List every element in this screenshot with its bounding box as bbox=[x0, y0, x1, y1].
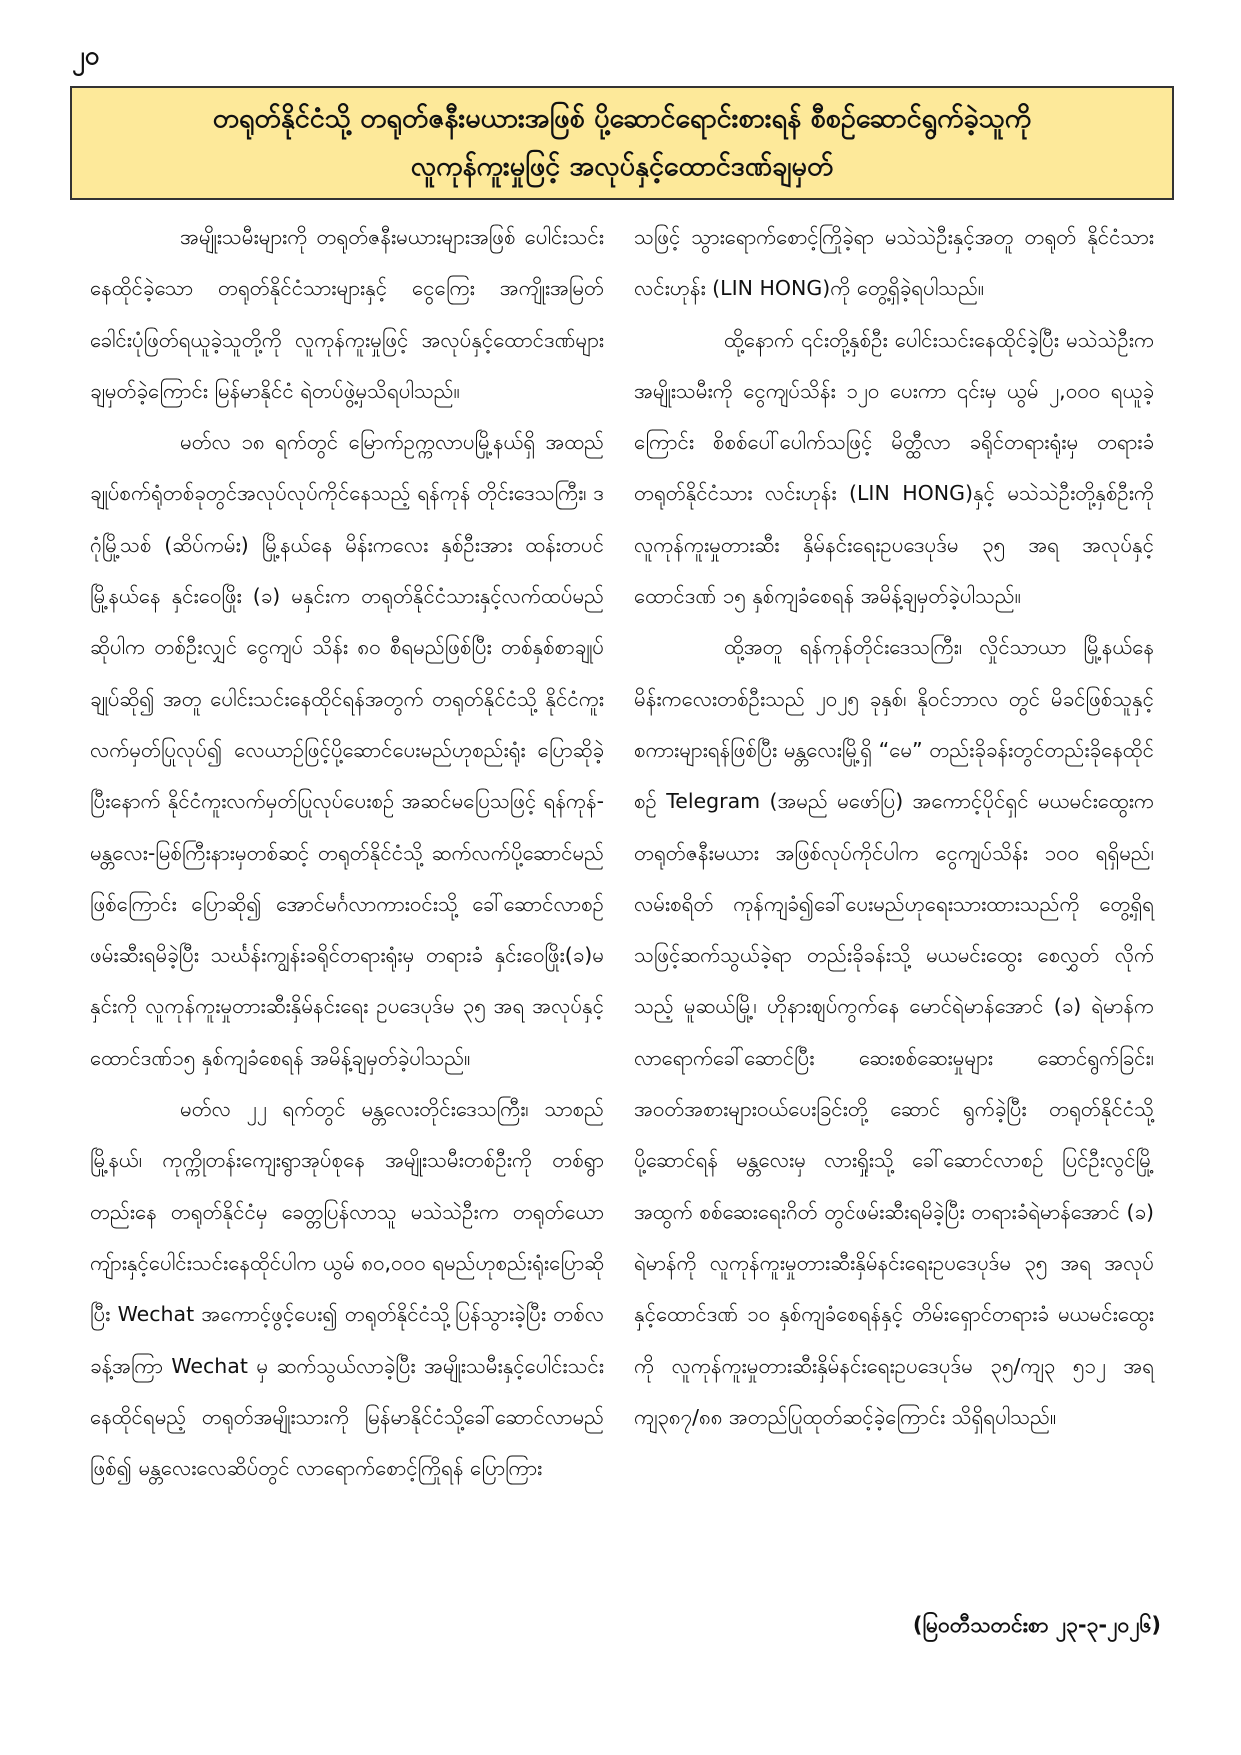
paragraph: ထို့အတူ ရန်ကုန်တိုင်းဒေသကြီး၊ လှိုင်သာယာ မြို့နယ်နေ မိန်းကလေးတစ်ဦးသည် ၂၀၂၅ ခုနှစ်၊ နိုဝင်ဘာလ တွင် မိခင်ဖြစ်သူနှင့် စကားများရန်ဖြစ်ပြီး မန္တလေးမြို့ရှိ “မေ” တည်းခိုခန်းတွင်တည်းခိုနေထိုင်စဉ် Telegram (အမည် မဖော်ပြ) အကောင့်ပိုင်ရှင် မယမင်းထွေးက တရုတ်ဇနီးမယား အဖြစ်လုပ်ကိုင်ပါက ငွေကျပ်သိန်း ၁၀၀ ရရှိမည်၊ လမ်းစရိတ် ကုန်ကျခံ၍ခေါ်ပေးမည်ဟုရေးသားထားသည်ကို တွေ့ရှိရ သဖြင့်ဆက်သွယ်ခဲ့ရာ တည်းခိုခန်းသို့ မယမင်းထွေး စေလွှတ် လိုက်သည့် မူဆယ်မြို့၊ ဟိုနားဈပ်ကွက်နေ မောင်ရဲမာန်အောင် (ခ) ရဲမာန်က လာရောက်ခေါ်ဆောင်ပြီး ဆေးစစ်ဆေးမှုများ ဆောင်ရွက်ခြင်း၊ အဝတ်အစားများဝယ်ပေးခြင်းတို့ ဆောင် ရွက်ခဲ့ပြီး တရုတ်နိုင်ငံသို့ပို့ဆောင်ရန် မန္တလေးမှ လားရှိုးသို့ ခေါ်ဆောင်လာစဉ် ပြင်ဦးလွင်မြို့အထွက် စစ်ဆေးရေးဂိတ် တွင်ဖမ်းဆီးရမိခဲ့ပြီး တရားခံရဲမာန်အောင် (ခ) ရဲမာန်ကို လူကုန်ကူးမှုတားဆီးနှိမ်နင်းရေးဥပဒေပုဒ်မ ၃၅ အရ အလုပ် နှင့်ထောင်ဒဏ် ၁၀ နှစ်ကျခံစေရန်နှင့် တိမ်းရှောင်တရားခံ မယမင်းထွေးကို လူကုန်ကူးမှုတားဆီးနှိမ်နင်းရေးဥပဒေပုဒ်မ ၃၅/ကျ၃ ၅၁၂ အရ ကျ၃၈၇/၈၈ အတည်ပြုထုတ်ဆင့်ခဲ့ကြောင်း သိရှိရပါသည်။ bbox=[634, 635, 1154, 1429]
headline-box bbox=[70, 86, 1174, 200]
left-column bbox=[90, 212, 604, 1494]
paragraph: မတ်လ ၁၈ ရက်တွင် မြောက်ဥက္ကလာပမြို့နယ်ရှိ အထည်ချုပ်စက်ရုံတစ်ခုတွင်အလုပ်လုပ်ကိုင်နေသည့် ရန်ကုန် တိုင်းဒေသကြီး၊ ဒဂုံမြို့သစ် (ဆိပ်ကမ်း) မြို့နယ်နေ မိန်းကလေး နှစ်ဦးအား ထန်းတပင်မြို့နယ်နေ နှင်းဝေဖြိုး (ခ) မနှင်းက တရုတ်နိုင်ငံသားနှင့်လက်ထပ်မည်ဆိုပါက တစ်ဦးလျှင် ငွေကျပ် သိန်း ၈၀ စီရမည်ဖြစ်ပြီး တစ်နှစ်စာချုပ် ချုပ်ဆို၍ အတူ ပေါင်းသင်းနေထိုင်ရန်အတွက် တရုတ်နိုင်ငံသို့ နိုင်ငံကူး လက်မှတ်ပြုလုပ်၍ လေယာဉ်ဖြင့်ပို့ဆောင်ပေးမည်ဟုစည်းရုံး ပြောဆိုခဲ့ပြီးနောက် နိုင်ငံကူးလက်မှတ်ပြုလုပ်ပေးစဉ် အဆင်မပြေသဖြင့် ရန်ကုန်-မန္တလေး-မြစ်ကြီးနားမှတစ်ဆင့် တရုတ်နိုင်ငံသို့ ဆက်လက်ပို့ဆောင်မည်ဖြစ်ကြောင်း ပြောဆို၍ အောင်မင်္ဂလာကားဝင်းသို့ ခေါ်ဆောင်လာစဉ် ဖမ်းဆီးရမိခဲ့ပြီး သင်္ဃန်းကျွန်းခရိုင်တရားရုံးမှ တရားခံ နှင်းဝေဖြိုး(ခ)မနှင်းကို လူကုန်ကူးမှုတားဆီးနှိမ်နင်းရေး ဥပဒေပုဒ်မ ၃၅ အရ အလုပ်နှင့် ထောင်ဒဏ်၁၅ နှစ်ကျခံစေရန် အမိန့်ချမှတ်ခဲ့ပါသည်။ bbox=[90, 430, 604, 1070]
headline-line-1: တရုတ်နိုင်ငံသို့ တရုတ်ဇနီးမယားအဖြစ် ပို့ဆောင်ရောင်းစားရန် စီစဉ်ဆောင်ရွက်ခဲ့သူကို bbox=[212, 103, 1032, 134]
right-column bbox=[634, 212, 1154, 1443]
paragraph: မတ်လ ၂၂ ရက်တွင် မန္တလေးတိုင်းဒေသကြီး၊ သာစည် မြို့နယ်၊ ကုက္ကိုတန်းကျေးရွာအုပ်စုနေ အမျိုးသမီးတစ်ဦးကို တစ်ရွာတည်းနေ တရုတ်နိုင်ငံမှ ခေတ္တပြန်လာသူ မသဲသဲဦးက တရုတ်ယောကျ်ားနှင့်ပေါင်းသင်းနေထိုင်ပါက ယွမ် ၈၀,၀၀၀ ရမည်ဟုစည်းရုံးပြောဆိုပြီး Wechat အကောင့်ဖွင့်ပေး၍ တရုတ်နိုင်ငံသို့ပြန်သွားခဲ့ပြီး တစ်လခန့်အကြာ Wechat မှ ဆက်သွယ်လာခဲ့ပြီး အမျိုးသမီးနှင့်ပေါင်းသင်းနေထိုင်ရမည့် တရုတ်အမျိုးသားကို မြန်မာနိုင်ငံသို့ခေါ်ဆောင်လာမည်ဖြစ်၍ မန္တလေးလေဆိပ်တွင် လာရောက်စောင့်ကြိုရန် ပြောကြား bbox=[90, 1097, 604, 1481]
paragraph: ထို့နောက် ၎င်းတို့နှစ်ဦး ပေါင်းသင်းနေထိုင်ခဲ့ပြီး မသဲသဲဦးက အမျိုးသမီးကို ငွေကျပ်သိန်း ၁၂၀ ပေးကာ ၎င်းမှ ယွမ် ၂,၀၀၀ ရယူခဲ့ကြောင်း စိစစ်ပေါ်ပေါက်သဖြင့် မိတ္ထီလာ ခရိုင်တရားရုံးမှ တရားခံတရုတ်နိုင်ငံသား လင်းဟုန်း (LIN HONG)နှင့် မသဲသဲဦးတို့နှစ်ဦးကို လူကုန်ကူးမှုတားဆီး နှိမ်နင်းရေးဥပဒေပုဒ်မ ၃၅ အရ အလုပ်နှင့်ထောင်ဒဏ် ၁၅ နှစ်ကျခံစေရန် အမိန့်ချမှတ်ခဲ့ပါသည်။ bbox=[634, 327, 1154, 609]
paragraph: သဖြင့် သွားရောက်စောင့်ကြိုခဲ့ရာ မသဲသဲဦးနှင့်အတူ တရုတ် နိုင်ငံသား လင်းဟုန်း (LIN HONG)ကို တွေ့ရှိခဲ့ရပါသည်။ bbox=[634, 225, 1154, 301]
headline-line-2: လူကုန်ကူးမှုဖြင့် အလုပ်နှင့်ထောင်ဒဏ်ချမှတ် bbox=[410, 151, 834, 182]
source-citation: (မြဝတီသတင်းစာ ၂၃-၃-၂၀၂၆) bbox=[912, 1613, 1161, 1637]
paragraph: အမျိုးသမီးများကို တရုတ်ဇနီးမယားများအဖြစ် ပေါင်းသင်းနေထိုင်ခဲ့သော တရုတ်နိုင်ငံသားများနှင့် ငွေကြေး အကျိုးအမြတ်ခေါင်းပုံဖြတ်ရယူခဲ့သူတို့ကို လူကုန်ကူးမှုဖြင့် အလုပ်နှင့်ထောင်ဒဏ်များချမှတ်ခဲ့ကြောင်း မြန်မာနိုင်ငံ ရဲတပ်ဖွဲ့မှသိရပါသည်။ bbox=[90, 225, 604, 403]
page-number: ၂၀ bbox=[72, 41, 100, 71]
